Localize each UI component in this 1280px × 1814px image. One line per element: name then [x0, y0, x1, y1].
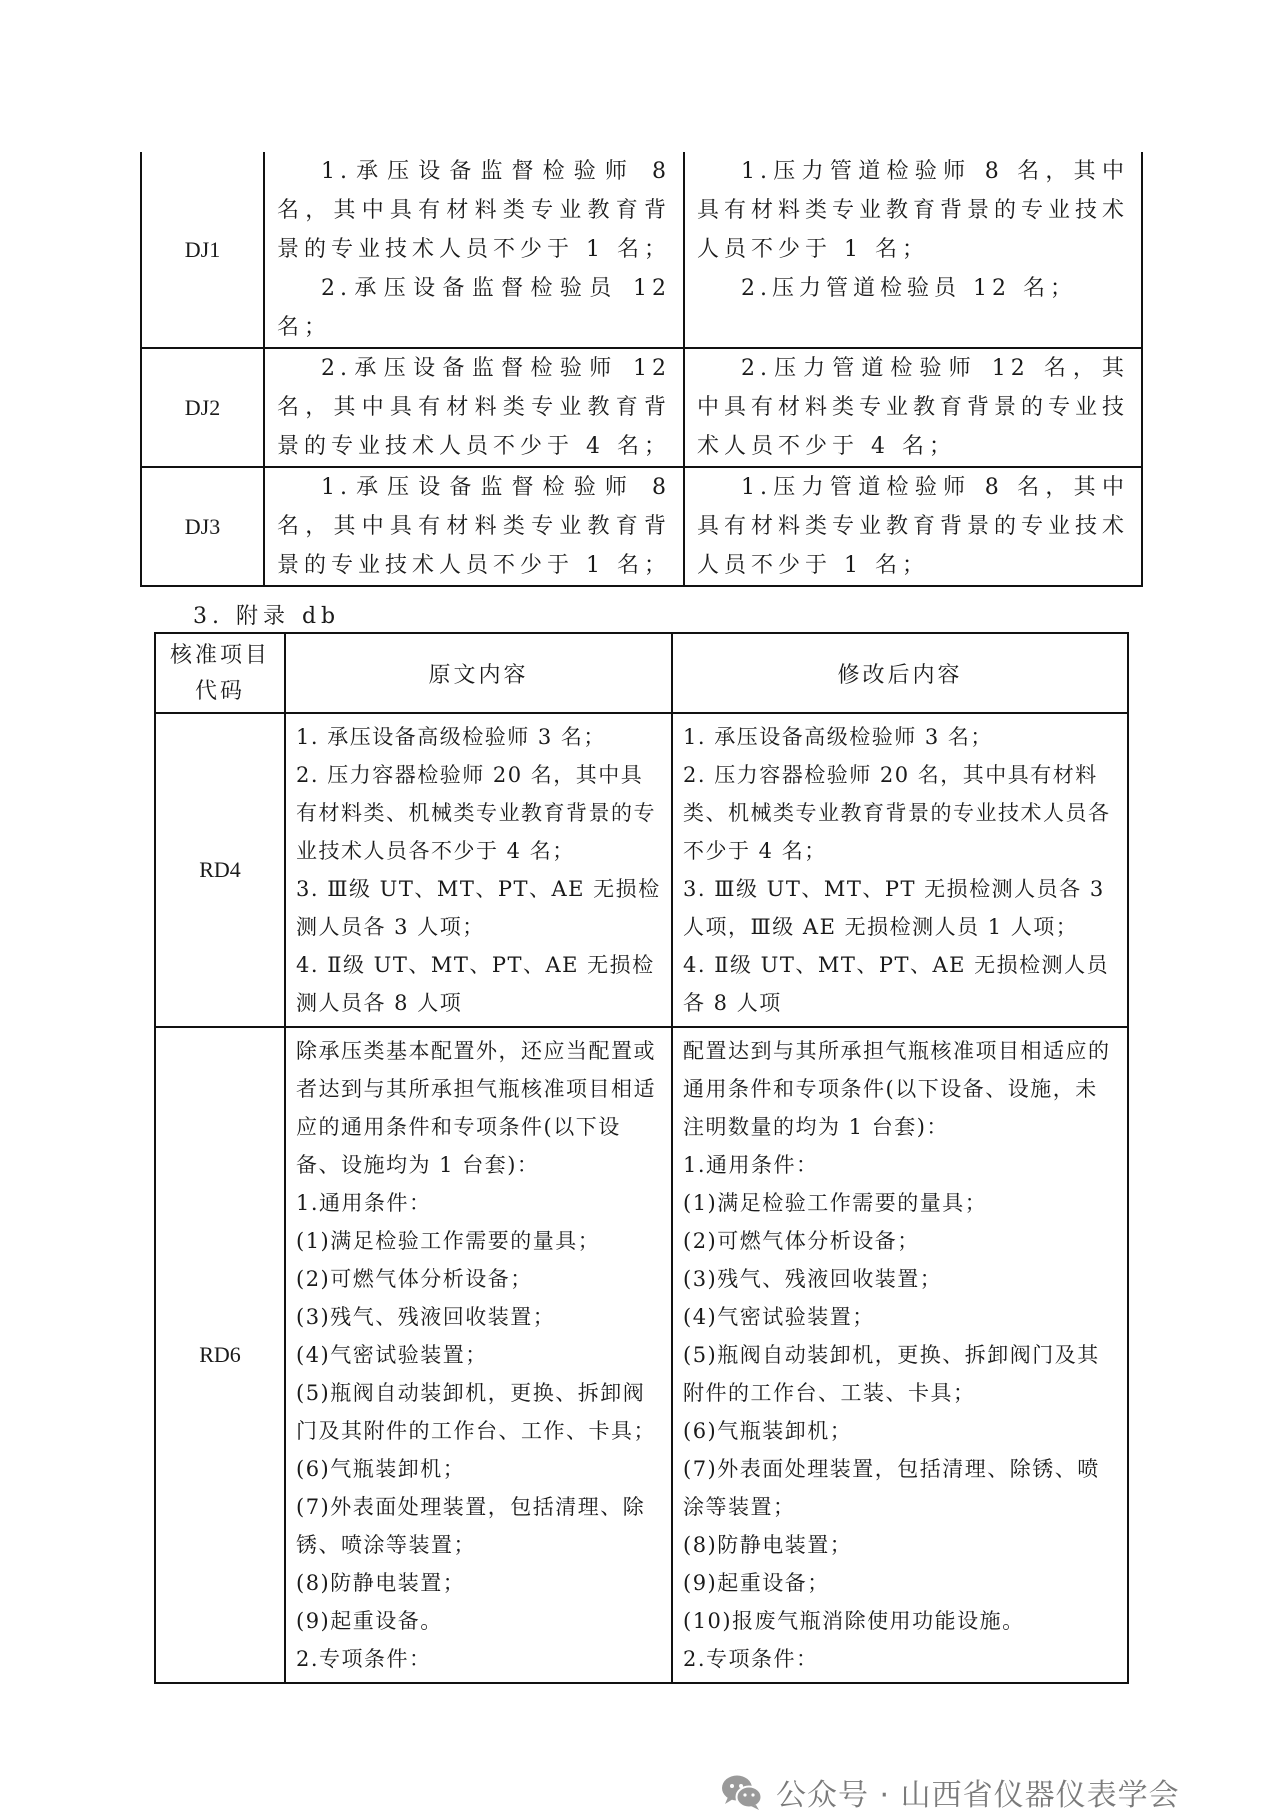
- paragraph: 1.压力管道检验师 8 名，其中具有材料类专业教育背景的专业技术人员不少于 1 名；: [697, 475, 1130, 578]
- paragraph: 2.压力管道检验师 12 名，其中具有材料类专业教育背景的专业技术人员不少于 4 名；: [697, 356, 1130, 459]
- watermark-text: 公众号 · 山西省仪器仪表学会: [776, 1778, 1180, 1813]
- paragraph: (5)瓶阀自动装卸机，更换、拆卸阀门及其附件的工作台、工作、卡具；: [296, 1381, 656, 1443]
- paragraph: (4)气密试验装置；: [296, 1343, 488, 1367]
- approval-code-cell: RD6: [155, 1027, 285, 1683]
- revised-content-cell: [672, 1027, 1128, 1683]
- paragraph: (6)气瓶装卸机；: [296, 1457, 466, 1481]
- paragraph: 1. 承压设备高级检验师 3 名；: [296, 725, 606, 749]
- revised-content-cell: [684, 348, 1142, 467]
- paragraph: 除承压类基本配置外，还应当配置或者达到与其所承担气瓶核准项目相适应的通用条件和专项条件(以下设备、设施均为 1 台套)：: [296, 1039, 656, 1177]
- paragraph: 2.承压设备监督检验师 12 名，其中具有材料类专业教育背景的专业技术人员不少于 4 名；: [277, 356, 671, 459]
- revised-content-cell: [672, 713, 1128, 1027]
- paragraph: 4. Ⅱ级 UT、MT、PT、AE 无损检测人员各 8 人项: [296, 953, 655, 1015]
- header-revised-content: 修改后内容: [672, 633, 1128, 713]
- table-row: [155, 713, 1128, 1027]
- header-original-content: 原文内容: [285, 633, 672, 713]
- approval-code-cell: DJ3: [141, 467, 264, 586]
- table-row: [141, 467, 1142, 586]
- paragraph: (2)可燃气体分析设备；: [683, 1229, 920, 1253]
- paragraph: 2.专项条件：: [296, 1647, 432, 1671]
- paragraph: 1. 承压设备高级检验师 3 名；: [683, 725, 993, 749]
- header-approval-code: 核准项目代码: [155, 633, 285, 713]
- section-heading: 3. 附录 db: [193, 604, 341, 629]
- original-content-cell: [285, 713, 672, 1027]
- paragraph: (1)满足检验工作需要的量具；: [296, 1229, 601, 1253]
- paragraph: 2. 压力容器检验师 20 名，其中具有材料类、机械类专业教育背景的专业技术人员各不少于 4 名；: [683, 763, 1111, 863]
- paragraph: 2.压力管道检验员 12 名；: [741, 276, 1077, 301]
- table-header-row: [155, 633, 1128, 713]
- paragraph: (6)气瓶装卸机；: [683, 1419, 853, 1443]
- paragraph: (3)残气、残液回收装置；: [683, 1267, 943, 1291]
- paragraph: 1.压力管道检验师 8 名，其中具有材料类专业教育背景的专业技术人员不少于 1 名；: [697, 159, 1130, 262]
- paragraph: (7)外表面处理装置，包括清理、除锈、喷涂等装置；: [683, 1457, 1100, 1519]
- revised-content-cell: [684, 152, 1142, 348]
- paragraph: 2.专项条件：: [683, 1647, 819, 1671]
- original-content-cell: [285, 1027, 672, 1683]
- original-content-cell: [264, 467, 684, 586]
- approval-code-cell: RD4: [155, 713, 285, 1027]
- wechat-icon: [720, 1773, 764, 1811]
- paragraph: 3. Ⅲ级 UT、MT、PT 无损检测人员各 3 人项，Ⅲ级 AE 无损检测人员 1 人项；: [683, 877, 1105, 939]
- paragraph: 2. 压力容器检验师 20 名，其中具有材料类、机械类专业教育背景的专业技术人员各不少于 4 名；: [296, 763, 656, 863]
- account-watermark: [720, 1770, 1180, 1814]
- paragraph: (1)满足检验工作需要的量具；: [683, 1191, 988, 1215]
- paragraph: (2)可燃气体分析设备；: [296, 1267, 533, 1291]
- original-content-cell: [264, 152, 684, 348]
- original-content-cell: [264, 348, 684, 467]
- paragraph: (8)防静电装置；: [296, 1571, 466, 1595]
- paragraph: (10)报废气瓶消除使用功能设施。: [683, 1609, 1025, 1633]
- paragraph: 4. Ⅱ级 UT、MT、PT、AE 无损检测人员各 8 人项: [683, 953, 1110, 1015]
- table-row: [155, 1027, 1128, 1683]
- paragraph: 2.承压设备监督检验员 12 名；: [277, 276, 671, 340]
- paragraph: 3. Ⅲ级 UT、MT、PT、AE 无损检测人员各 3 人项；: [296, 877, 661, 939]
- appendix-db-table: [154, 632, 1129, 1684]
- paragraph: 配置达到与其所承担气瓶核准项目相适应的通用条件和专项条件(以下设备、设施，未注明数量的均为 1 台套)：: [683, 1039, 1111, 1139]
- table-row: [141, 348, 1142, 467]
- table-row: [141, 152, 1142, 348]
- paragraph: (4)气密试验装置；: [683, 1305, 875, 1329]
- revised-content-cell: [684, 467, 1142, 586]
- approval-code-cell: DJ2: [141, 348, 264, 467]
- approval-code-cell: DJ1: [141, 152, 264, 348]
- paragraph: 1.通用条件：: [683, 1153, 819, 1177]
- paragraph: (5)瓶阀自动装卸机，更换、拆卸阀门及其附件的工作台、工装、卡具；: [683, 1343, 1100, 1405]
- paragraph: (7)外表面处理装置，包括清理、除锈、喷涂等装置；: [296, 1495, 646, 1557]
- paragraph: (3)残气、残液回收装置；: [296, 1305, 556, 1329]
- paragraph: (9)起重设备；: [683, 1571, 830, 1595]
- paragraph: (9)起重设备。: [296, 1609, 443, 1633]
- paragraph: 1.承压设备监督检验师 8 名，其中具有材料类专业教育背景的专业技术人员不少于 1 名；: [277, 159, 671, 262]
- paragraph: (8)防静电装置；: [683, 1533, 853, 1557]
- paragraph: 1.通用条件：: [296, 1191, 432, 1215]
- paragraph: 1.承压设备监督检验师 8 名，其中具有材料类专业教育背景的专业技术人员不少于 1 名；: [277, 475, 671, 578]
- requirements-table-continued: [140, 152, 1143, 587]
